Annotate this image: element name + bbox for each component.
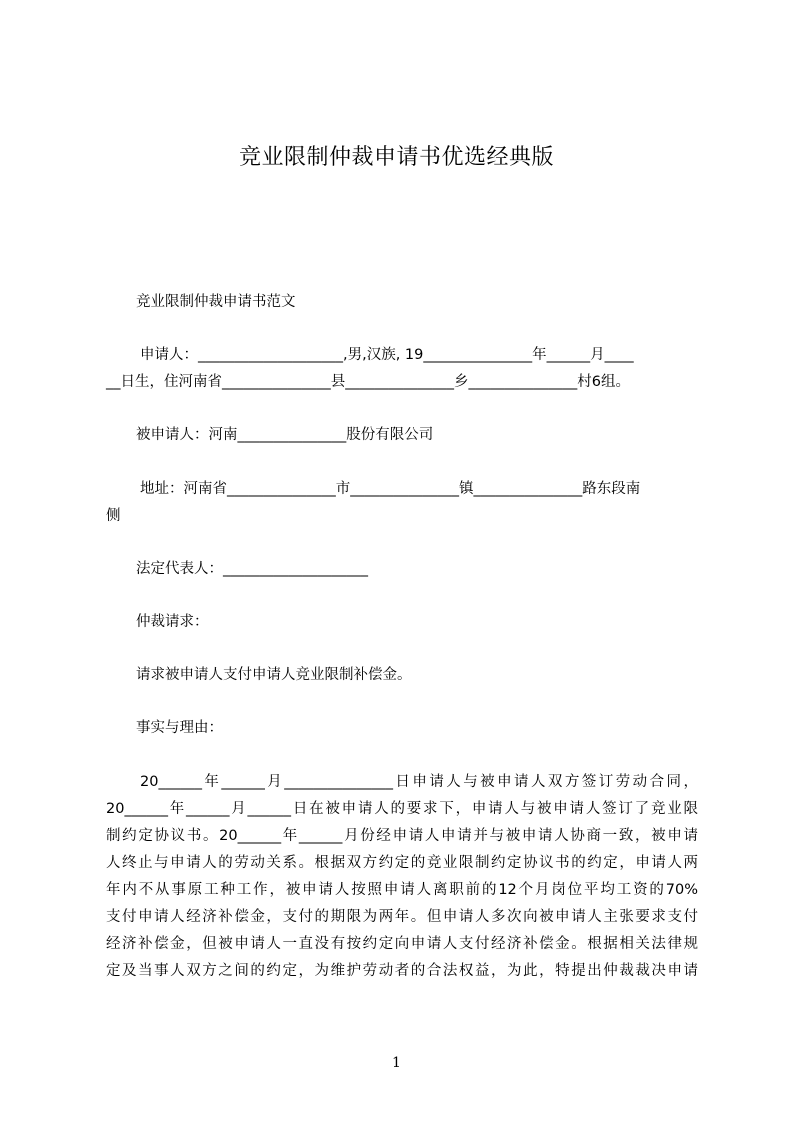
applicant-line-2: __日生，住河南省_______________县_______________乡_______________村6组。 (106, 374, 630, 390)
page-number: 1 (392, 1055, 401, 1071)
facts-heading: 事实与理由： (136, 720, 223, 736)
facts-line-6: 支付申请人经济补偿金，支付的期限为两年。但申请人多次向被申请人主张要求支付 (106, 909, 698, 925)
respondent-line: 被申请人：河南_______________股份有限公司 (136, 427, 434, 443)
facts-line-8: 定及当事人双方之间的约定，为维护劳动者的合法权益，为此，特提出仲裁裁决申请 (106, 963, 698, 979)
address-line-2: 侧 (106, 508, 121, 524)
facts-line-1: 20______年______月_______________日申请人与被申请人双方签订劳动合同， (140, 774, 698, 790)
facts-line-3: 制约定协议书。20______年______月份经申请人申请并与被申请人协商一致，被申请 (106, 828, 698, 844)
legal-representative-line: 法定代表人：____________________ (136, 561, 368, 577)
claims-heading: 仲裁请求： (136, 614, 209, 630)
facts-line-4: 人终止与申请人的劳动关系。根据双方约定的竞业限制约定协议书的约定，申请人两 (106, 855, 698, 871)
applicant-line-1: 申请人：____________________,男,汉族, 19_______________年______月____ (140, 347, 634, 363)
facts-line-2: 20______年______月______日在被申请人的要求下，申请人与被申请人签订了竞业限 (106, 801, 698, 817)
facts-line-5: 年内不从事原工种工作，被申请人按照申请人离职前的12个月岗位平均工资的70% (106, 882, 698, 898)
claim-text: 请求被申请人支付申请人竞业限制补偿金。 (136, 667, 412, 683)
document-title: 竞业限制仲裁申请书优选经典版 (238, 145, 554, 170)
document-subtitle: 竞业限制仲裁申请书范文 (136, 294, 296, 310)
address-line-1: 地址：河南省_______________市_______________镇_______________路东段南 (140, 481, 641, 497)
facts-line-7: 经济补偿金，但被申请人一直没有按约定向申请人支付经济补偿金。根据相关法律规 (106, 936, 698, 952)
